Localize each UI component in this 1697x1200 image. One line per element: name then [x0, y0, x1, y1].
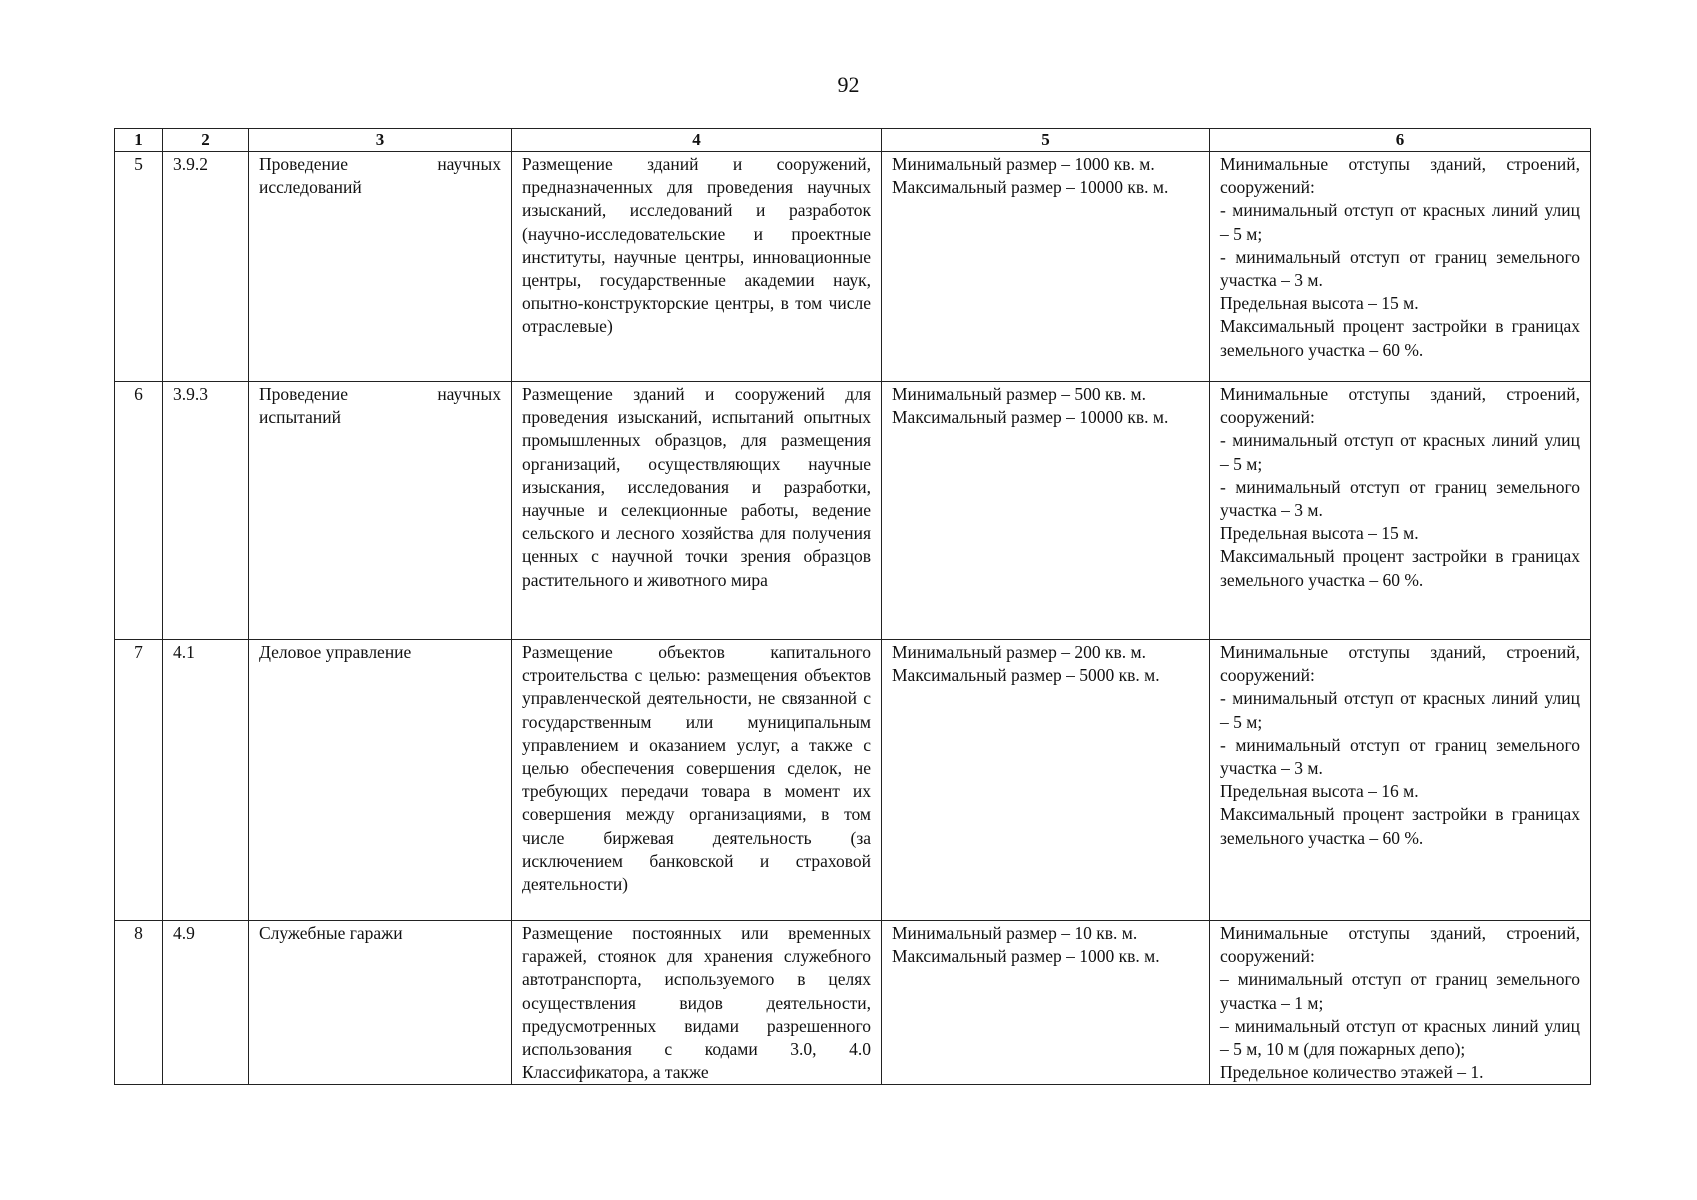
row-number: 6: [115, 382, 163, 640]
use-name: Проведение научных испытаний: [249, 382, 512, 640]
column-header: 1: [115, 129, 163, 152]
param-line: - минимальный отступ от красных линий улиц – 5 м;: [1220, 430, 1580, 474]
param-line: Предельная высота – 15 м.: [1220, 293, 1419, 314]
column-header: 3: [249, 129, 512, 152]
table-row: [115, 640, 1591, 921]
column-header: 5: [882, 129, 1210, 152]
table-row: [115, 921, 1591, 1085]
construction-parameters: [1210, 152, 1591, 382]
use-description: Размещение зданий и сооружений для проведения изысканий, испытаний опытных промышленных образцов, для размещения организаций, осуществляющих научные изыскания, исследования и разработки, научные и селекционные работы, ведение сельского и лесного хозяйства для получения ценных с научной точки зрения образцов растительного и животного мира: [512, 382, 882, 640]
column-header: 4: [512, 129, 882, 152]
construction-parameters: [1210, 640, 1591, 921]
param-line: Предельное количество этажей – 1.: [1220, 1062, 1484, 1083]
param-line: Минимальные отступы зданий, строений, сооружений:: [1220, 154, 1580, 198]
size-max: Максимальный размер – 10000 кв. м.: [892, 177, 1169, 198]
size-min: Минимальный размер – 10 кв. м.: [892, 923, 1138, 943]
use-description: Размещение постоянных или временных гаражей, стоянок для хранения служебного автотранспорта, используемого в целях осуществления видов деятельности, предусмотренных видами разрешенного использования с кодами 3.0, 4.0 Классификатора, а также: [512, 921, 882, 1085]
use-name: Служебные гаражи: [249, 921, 512, 1085]
table-row: [115, 382, 1591, 640]
construction-parameters: [1210, 382, 1591, 640]
row-number: 7: [115, 640, 163, 921]
param-line: – минимальный отступ от красных линий улиц – 5 м, 10 м (для пожарных депо);: [1220, 1015, 1580, 1060]
plot-size-limits: [882, 640, 1210, 921]
size-min: Минимальный размер – 1000 кв. м.: [892, 154, 1155, 174]
param-line: - минимальный отступ от границ земельного участка – 3 м.: [1220, 476, 1580, 521]
column-header: 2: [163, 129, 249, 152]
param-line: Минимальные отступы зданий, строений, сооружений:: [1220, 923, 1580, 967]
param-line: Предельная высота – 16 м.: [1220, 781, 1419, 802]
table-row: [115, 152, 1591, 382]
table-header-row: [115, 129, 1591, 152]
param-line: - минимальный отступ от красных линий улиц – 5 м;: [1220, 200, 1580, 244]
use-code: 3.9.3: [163, 382, 249, 640]
size-min: Минимальный размер – 500 кв. м.: [892, 384, 1146, 404]
size-max: Максимальный размер – 1000 кв. м.: [892, 946, 1160, 967]
plot-size-limits: [882, 152, 1210, 382]
param-line: Минимальные отступы зданий, строений, сооружений:: [1220, 642, 1580, 686]
param-line: Максимальный процент застройки в границах земельного участка – 60 %.: [1220, 546, 1580, 590]
row-number: 5: [115, 152, 163, 382]
row-number: 8: [115, 921, 163, 1085]
plot-size-limits: [882, 921, 1210, 1085]
param-line: - минимальный отступ от границ земельного участка – 3 м.: [1220, 734, 1580, 779]
param-line: Максимальный процент застройки в границах земельного участка – 60 %.: [1220, 316, 1580, 360]
use-code: 4.1: [163, 640, 249, 921]
size-max: Максимальный размер – 10000 кв. м.: [892, 407, 1169, 428]
plot-size-limits: [882, 382, 1210, 640]
param-line: Максимальный процент застройки в границах земельного участка – 60 %.: [1220, 804, 1580, 848]
param-line: Предельная высота – 15 м.: [1220, 523, 1419, 544]
param-line: - минимальный отступ от границ земельного участка – 3 м.: [1220, 246, 1580, 291]
page-number: 92: [837, 72, 860, 97]
construction-parameters: [1210, 921, 1591, 1085]
use-code: 4.9: [163, 921, 249, 1085]
use-code: 3.9.2: [163, 152, 249, 382]
column-header: 6: [1210, 129, 1591, 152]
use-name: Проведение научных исследований: [249, 152, 512, 382]
land-use-table: [114, 128, 1591, 1085]
use-description: Размещение зданий и сооружений, предназначенных для проведения научных изысканий, исследований и разработок (научно-исследовательские и проектные институты, научные центры, инновационные центры, государственные академии наук, опытно-конструкторские центры, в том числе отраслевые): [512, 152, 882, 382]
use-description: Размещение объектов капитального строительства с целью: размещения объектов управленческой деятельности, не связанной с государственным или муниципальным управлением и оказанием услуг, а также с целью обеспечения совершения сделок, не требующих передачи товара в момент их совершения между организациями, в том числе биржевая деятельность (за исключением банковской и страховой деятельности): [512, 640, 882, 921]
size-max: Максимальный размер – 5000 кв. м.: [892, 665, 1160, 686]
param-line: - минимальный отступ от красных линий улиц – 5 м;: [1220, 688, 1580, 732]
param-line: Минимальные отступы зданий, строений, сооружений:: [1220, 384, 1580, 428]
param-line: – минимальный отступ от границ земельного участка – 1 м;: [1220, 969, 1580, 1013]
size-min: Минимальный размер – 200 кв. м.: [892, 642, 1146, 662]
use-name: Деловое управление: [249, 640, 512, 921]
